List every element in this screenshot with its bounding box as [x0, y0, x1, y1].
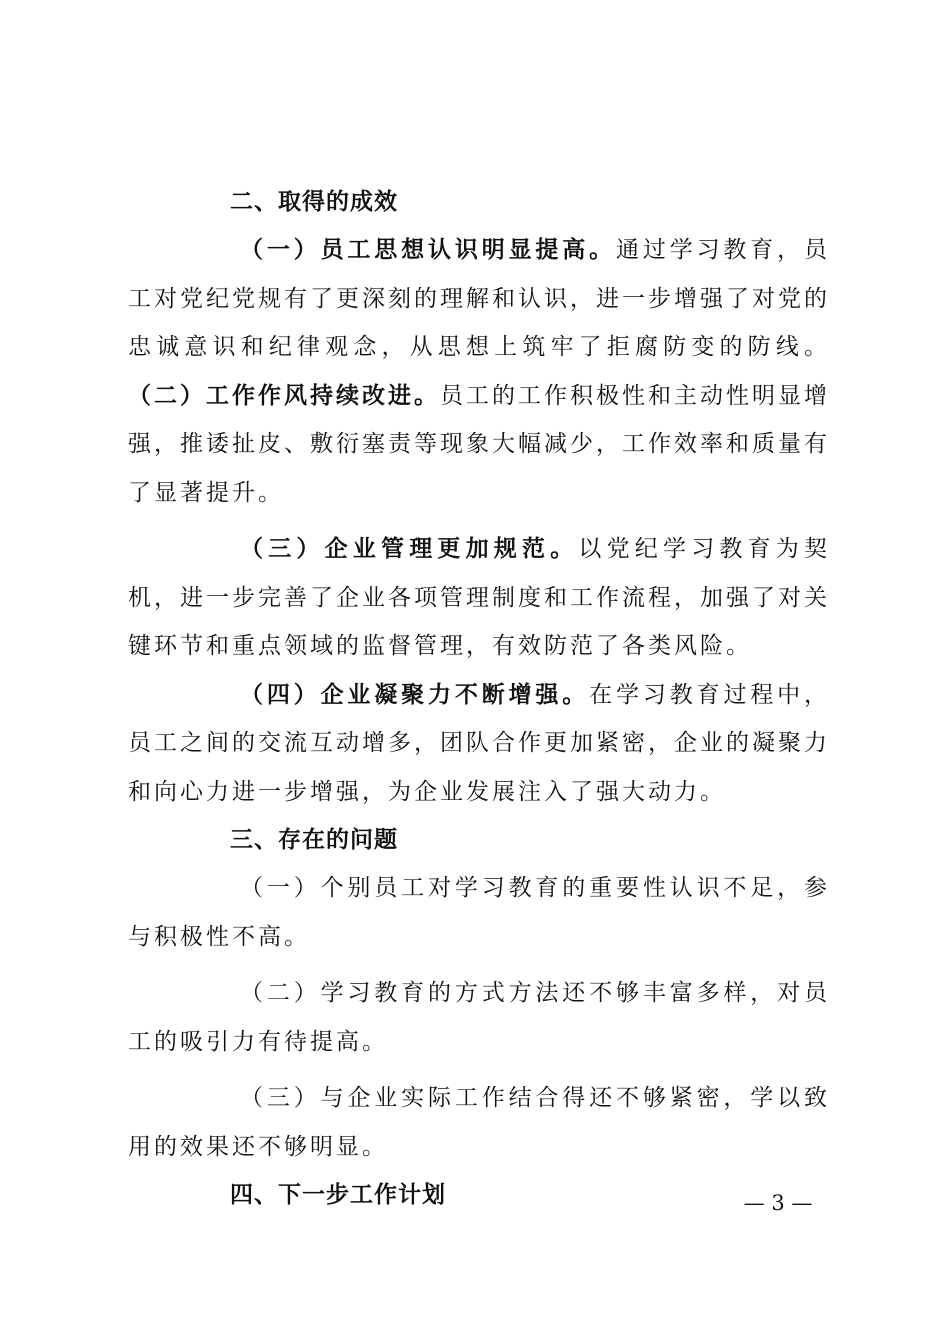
text-achievement-2: 员工的工作积极性和主动性明显增强，推诿扯皮、敷衍塞责等现象大幅减少，工作效率和质量有了显著提升。 [128, 382, 830, 506]
text-achievement-3: 以党纪学习教育为契机，进一步完善了企业各项管理制度和工作流程，加强了对关键环节和重点领域的监督管理，有效防范了各类风险。 [128, 536, 831, 659]
paragraph-achievement-4 [128, 671, 830, 817]
paragraph-achievement-3 [128, 525, 830, 671]
paragraph-achievement-1-2 [128, 226, 830, 517]
subheading-achievement-3: （三）企业管理更加规范。 [240, 535, 579, 562]
subheading-achievement-2: （二）工作作风持续改进。 [128, 381, 440, 409]
text-achievement-4: 在学习教育过程中，员工之间的交流互动增多，团队合作更加紧密，企业的凝聚力和向心力进一步增强，为企业发展注入了强大动力。 [128, 681, 831, 805]
section-heading-next-steps: 四、下一步工作计划 [230, 1182, 446, 1208]
page-number: — 3 — [743, 1191, 813, 1215]
document-body [128, 178, 830, 1219]
paragraph-problem-2: （二）学习教育的方式方法还不够丰富多样，对员工的吸引力有待提高。 [128, 980, 830, 1055]
subheading-achievement-4: （四）企业凝聚力不断增强。 [240, 680, 590, 708]
paragraph-problem-1: （一）个别员工对学习教育的重要性认识不足，参与积极性不高。 [128, 875, 830, 950]
section-heading-achievements: 二、取得的成效 [230, 189, 398, 215]
paragraph-problem-3: （三）与企业实际工作结合得还不够紧密，学以致用的效果还不够明显。 [128, 1085, 830, 1160]
section-heading-problems: 三、存在的问题 [230, 827, 398, 853]
text-achievement-1: 通过学习教育，员工对党纪党规有了更深刻的理解和认识，进一步增强了对党的忠诚意识和纪律观念，从思想上筑牢了拒腐防变的防线。 [128, 237, 831, 360]
subheading-achievement-1: （一）员工思想认识明显提高。 [240, 236, 616, 263]
